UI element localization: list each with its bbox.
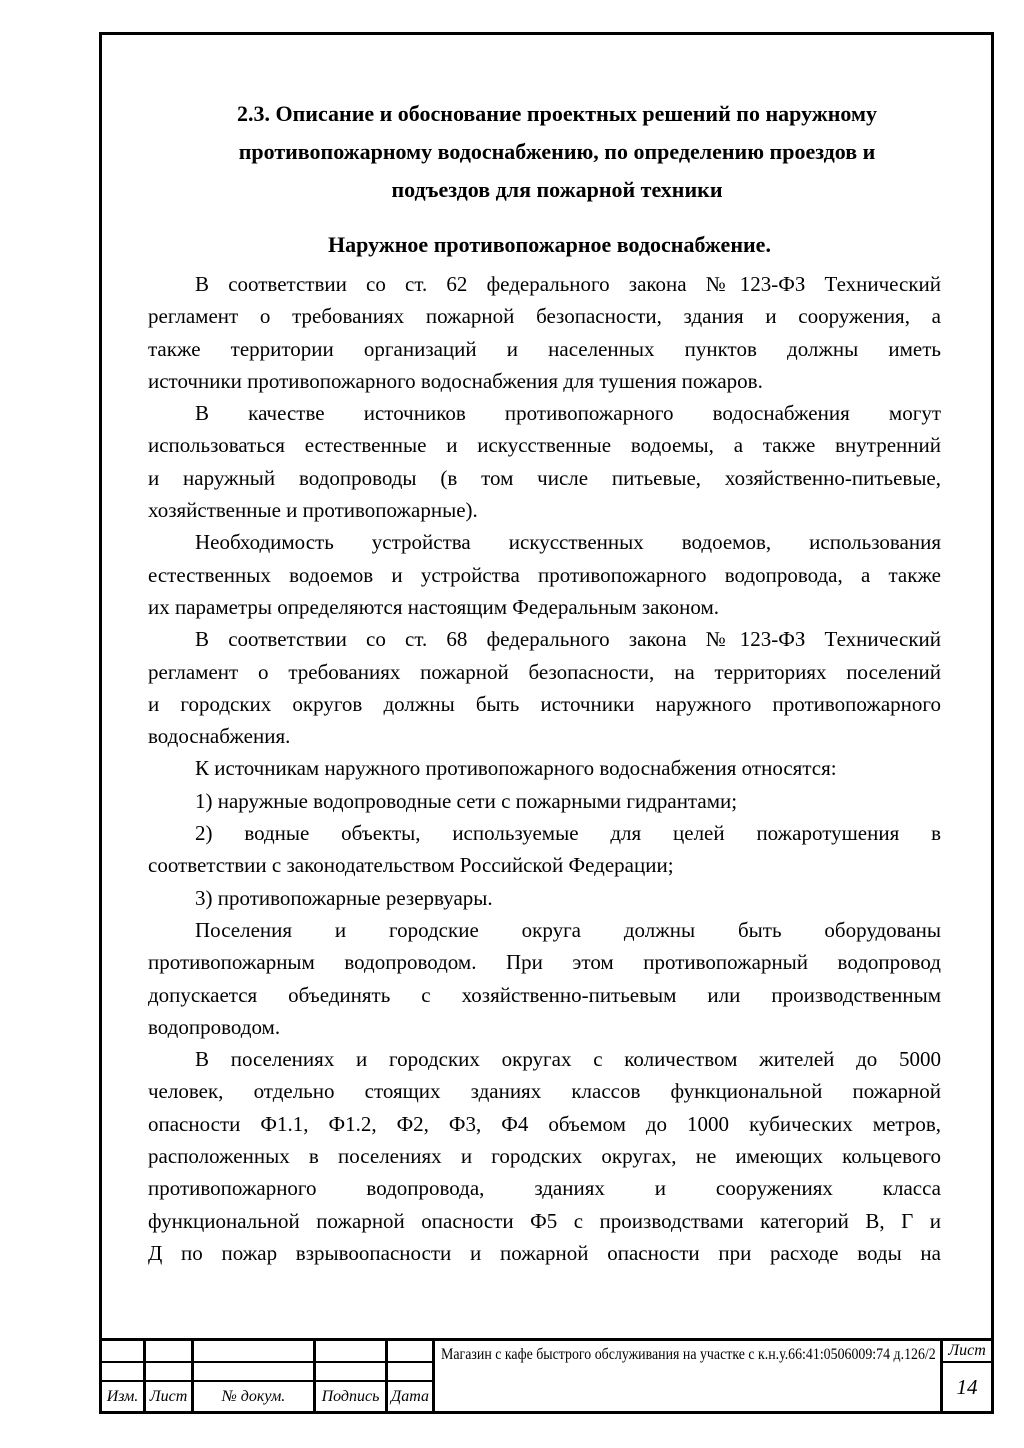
paragraph-line: противопожарного водопровода, зданиях и сооружениях класса	[148, 1176, 941, 1201]
paragraph	[148, 752, 941, 784]
sheet-number: 14	[956, 1374, 978, 1399]
titleblock-empty-cell	[146, 1363, 191, 1382]
heading-line: подъездов для пожарной техники	[391, 177, 723, 202]
page-content	[102, 35, 991, 1269]
section-heading	[148, 95, 941, 209]
paragraph-line: соответствии с законодательством Российской Федерации;	[148, 853, 674, 878]
titleblock-label-list: Лист	[149, 1387, 188, 1405]
paragraph-line: В поселениях и городских округах с количеством жителей до 5000	[195, 1047, 941, 1072]
paragraph-line: Необходимость устройства искусственных водоемов, использования	[195, 530, 941, 555]
project-name: Магазин с кафе быстрого обслуживания на участке с к.н.у.66:41:0506009:74 д.126/2	[441, 1346, 936, 1363]
paragraph-line: хозяйственные и противопожарные).	[148, 498, 478, 523]
paragraph	[148, 268, 941, 397]
heading-line: 2.3. Описание и обоснование проектных решений по наружному	[237, 101, 877, 126]
paragraph-line: В качестве источников противопожарного водоснабжения могут	[195, 401, 941, 426]
paragraph	[148, 397, 941, 526]
titleblock-empty-cell	[194, 1363, 313, 1382]
titleblock-label-podpis: Подпись	[321, 1387, 380, 1405]
paragraph-line: использоваться естественные и искусственные водоемы, а также внутренний	[148, 433, 941, 458]
titleblock-label-izm: Изм.	[106, 1387, 139, 1405]
body-text	[148, 268, 941, 1269]
paragraph-line: их параметры определяются настоящим Федеральным законом.	[148, 594, 719, 619]
titleblock-col-dokum	[194, 1341, 316, 1411]
paragraph-line: водопроводом.	[148, 1014, 281, 1039]
paragraph-line: К источникам наружного противопожарного водоснабжения относятся:	[195, 756, 837, 781]
titleblock-empty-cell	[102, 1363, 143, 1382]
paragraph-line: также территории организаций и населенных пунктов должны иметь	[148, 336, 941, 361]
paragraph-line: Д по пожар взрывоопасности и пожарной опасности при расходе воды на	[148, 1240, 941, 1265]
titleblock-empty-cell	[146, 1341, 191, 1363]
paragraph-line: Поселения и городские округа должны быть оборудованы	[195, 917, 941, 942]
paragraph-line: 1) наружные водопроводные сети с пожарными гидрантами;	[195, 788, 738, 813]
title-block	[102, 1338, 991, 1411]
paragraph-line: естественных водоемов и устройства противопожарного водопровода, а также	[148, 562, 941, 587]
paragraph	[148, 785, 941, 817]
titleblock-col-list	[146, 1341, 194, 1411]
project-name-cell	[435, 1341, 943, 1411]
sheet-cell	[943, 1341, 991, 1411]
paragraph-line: расположенных в поселениях и городских округах, не имеющих кольцевого	[148, 1144, 941, 1169]
paragraph-line: В соответствии со ст. 62 федерального закона №123-ФЗ Технический	[195, 272, 941, 296]
paragraph-line: источники противопожарного водоснабжения для тушения пожаров.	[148, 368, 763, 393]
titleblock-col-podpis	[316, 1341, 388, 1411]
page-frame	[99, 32, 994, 1414]
paragraph-line: регламент о требованиях пожарной безопасности, здания и сооружения, а	[148, 304, 941, 329]
titleblock-empty-cell	[388, 1341, 432, 1363]
paragraph-line: и городских округов должны быть источники наружного противопожарного	[148, 691, 941, 716]
paragraph-line: допускается объединять с хозяйственно-питьевым или производственным	[148, 982, 941, 1007]
subsection-heading: Наружное противопожарное водоснабжение.	[328, 232, 771, 257]
paragraph	[148, 817, 941, 882]
titleblock-empty-cell	[194, 1341, 313, 1363]
paragraph	[148, 1043, 941, 1269]
titleblock-empty-cell	[388, 1363, 432, 1382]
paragraph	[148, 526, 941, 623]
paragraph-line: В соответствии со ст. 68 федерального закона №123-ФЗ Технический	[195, 627, 941, 652]
titleblock-empty-cell	[316, 1341, 385, 1363]
titleblock-col-izm	[102, 1341, 146, 1411]
titleblock-label-data: Дата	[391, 1387, 429, 1405]
paragraph-line: функциональной пожарной опасности Ф5 с производствами категорий В, Г и	[148, 1208, 941, 1233]
titleblock-label-dokum: № докум.	[221, 1387, 286, 1405]
paragraph	[148, 623, 941, 752]
paragraph-line: человек, отдельно стоящих зданиях классов функциональной пожарной	[148, 1079, 941, 1104]
heading-line: противопожарному водоснабжению, по определению проездов и	[238, 139, 876, 164]
paragraph-line: опасности Ф1.1, Ф1.2, Ф2, Ф3, Ф4 объемом до 1000 кубических метров,	[148, 1111, 941, 1136]
paragraph-line: противопожарным водопроводом. При этом противопожарный водопровод	[148, 950, 941, 975]
paragraph	[148, 882, 941, 914]
paragraph-line: 2) водные объекты, используемые для целей пожаротушения в	[195, 821, 941, 846]
paragraph-line: регламент о требованиях пожарной безопасности, на территориях поселений	[148, 659, 941, 684]
paragraph	[148, 914, 941, 1043]
sheet-label: Лист	[943, 1341, 991, 1363]
paragraph-line: водоснабжения.	[148, 724, 291, 749]
paragraph-line: 3) противопожарные резервуары.	[195, 885, 493, 910]
titleblock-empty-cell	[316, 1363, 385, 1382]
paragraph-line: и наружный водопроводы (в том числе питьевые, хозяйственно-питьевые,	[148, 465, 941, 490]
titleblock-empty-cell	[102, 1341, 143, 1363]
titleblock-col-data	[388, 1341, 435, 1411]
